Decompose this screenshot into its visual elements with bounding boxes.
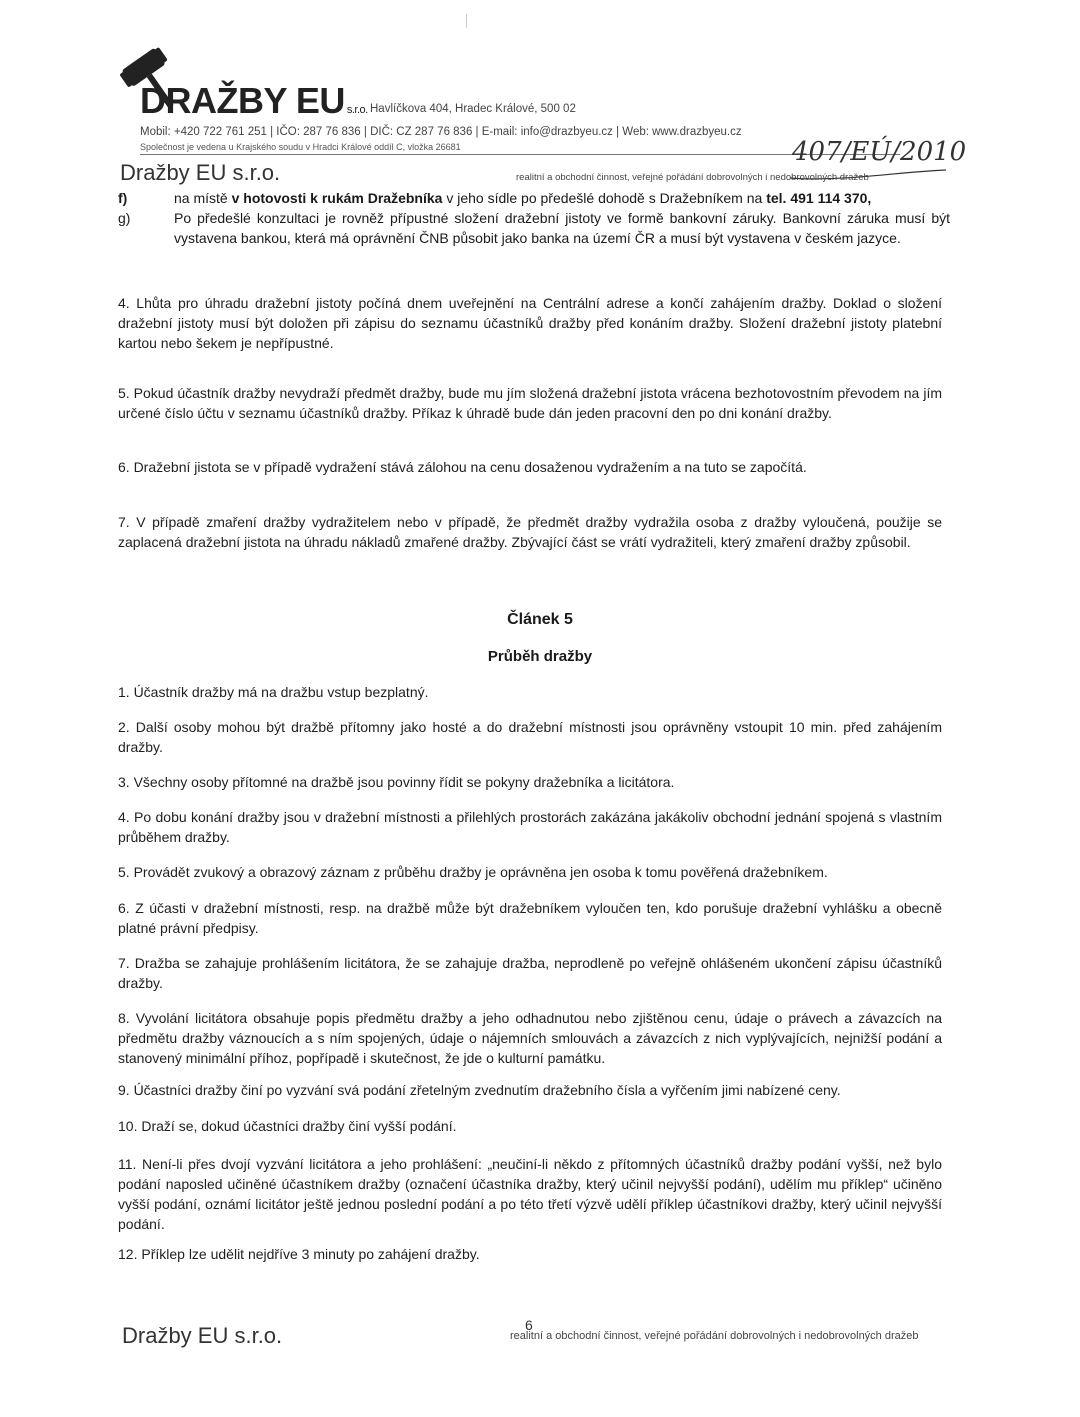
item-f-bold: v hotovosti k rukám Dražebníka bbox=[231, 190, 443, 206]
item-f-phone: tel. 491 114 370, bbox=[766, 190, 872, 206]
scan-artifact bbox=[466, 14, 467, 28]
paragraph: 6. Z účasti v dražební místnosti, resp. na dražbě může být dražebníkem vyloučen ten, kdo porušuje dražební vyhlášku a obecně platné právní předpisy. bbox=[118, 900, 942, 936]
brand-name: DRAŽBY EU bbox=[140, 80, 345, 121]
paragraph: 7. Dražba se zahajuje prohlášením licitátora, že se zahajuje dražba, neprodleně po veřejně ohlášeném ukončení zápisu účastníků dražby. bbox=[118, 955, 942, 991]
item-f-text-b: v jeho sídle po předešlé dohodě s Dražebníkem na bbox=[442, 190, 767, 206]
paragraph: 7. V případě zmaření dražby vydražitelem nebo v případě, že předmět dražby vydražila osoba z dražby vyloučená, použije se zaplacená dražební jistota na úhradu nákladů zmařené dražby. Zbývající část se vrátí vydražiteli, který zmaření dražby způsobil. bbox=[118, 514, 942, 550]
list-item-f bbox=[118, 188, 948, 208]
footer-tagline: realitní a obchodní činnost, veřejné pořádání dobrovolných i nedobrovolných dražeb bbox=[510, 1330, 919, 1342]
paragraph: 3. Všechny osoby přítomné na dražbě jsou povinny řídit se pokyny dražebníka a licitátora. bbox=[118, 774, 675, 790]
company-address: Havlíčkova 404, Hradec Králové, 500 02 bbox=[370, 103, 576, 115]
header-divider bbox=[140, 154, 900, 155]
article-title: Článek 5 bbox=[507, 611, 573, 628]
paragraph: 9. Účastníci dražby činí po vyzvání svá podání zřetelným zvednutím dražebního čísla a vyřčením jimi nabízené ceny. bbox=[118, 1082, 841, 1098]
handwritten-reference-text: 407/EÚ/2010 bbox=[792, 137, 967, 167]
brand-logo-text bbox=[140, 80, 368, 122]
header-company-name: Dražby EU s.r.o. bbox=[120, 160, 281, 185]
company-register-note: Společnost je vedena u Krajského soudu v Hradci Králové oddíl C, vložka 26681 bbox=[140, 142, 461, 152]
paragraph: 11. Není-li přes dvojí vyzvání licitátora a jeho prohlášení: „neučiní-li někdo z přítomných účastníků dražby podání vyšší, než bylo podání naposled učiněné účastníkem dražby (označení účastníka dražby, který učinil nejvyšší podání), udělím mu příklep“ učiněno vyšší podání, oznámí licitátor ještě jednou poslední podání a po této třetí výzvě udělí příklep účastníkovi dražby, který učinil nejvyšší podání. bbox=[118, 1156, 942, 1232]
list-marker: f) bbox=[118, 190, 128, 206]
paragraph: 4. Po dobu konání dražby jsou v dražební místnosti a přilehlých prostorách zakázána jakákoliv obchodní jednání spojená s vlastním průběhem dražby. bbox=[118, 809, 942, 845]
item-f-text-a: na místě bbox=[174, 190, 232, 206]
company-contact: Mobil: +420 722 761 251 | IČO: 287 76 836 | DIČ: CZ 287 76 836 | E-mail: info@drazbyeu.cz | Web: www.drazbyeu.cz bbox=[140, 126, 742, 138]
paragraph: 2. Další osoby mohou být dražbě přítomny jako hosté a do dražební místnosti jsou oprávněny vstoupit 10 min. před zahájením dražby. bbox=[118, 719, 942, 755]
paragraph: 12. Příklep lze udělit nejdříve 3 minuty po zahájení dražby. bbox=[118, 1246, 480, 1262]
article-subtitle: Průběh dražby bbox=[487, 648, 593, 665]
paragraph: 6. Dražební jistota se v případě vydražení stává zálohou na cenu dosaženou vydražením a na tuto se započítá. bbox=[118, 459, 807, 475]
list-marker: g) bbox=[118, 210, 131, 226]
paragraph: 5. Provádět zvukový a obrazový záznam z průběhu dražby je oprávněna jen osoba k tomu pověřená dražebníkem. bbox=[118, 864, 828, 880]
page-number: 6 bbox=[525, 1317, 533, 1333]
brand-suffix: s.r.o. bbox=[346, 104, 368, 116]
item-g-text: Po předešlé konzultaci je rovněž přípustné složení dražební jistoty ve formě bankovní záruky. Bankovní záruka musí být vystavena bankou, která má oprávnění ČNB působit jako banka na území ČR a musí být vystavena v českém jazyce. bbox=[174, 210, 950, 246]
header-tagline: realitní a obchodní činnost, veřejné pořádání dobrovolných i nedobrovolných dražeb bbox=[516, 172, 869, 183]
list-item-g bbox=[118, 208, 950, 248]
paragraph: 8. Vyvolání licitátora obsahuje popis předmětu dražby a jeho odhadnutou nebo zjištěnou cenu, údaje o právech a závazcích na předmětu dražby váznoucích a s ním spojených, údaje o nájemních smlouvách a závazcích z nich vyplývajících, nejnižší podání a stanovený minimální příhoz, popřípadě i skutečnost, že jde o kulturní památku. bbox=[118, 1010, 942, 1066]
paragraph: 5. Pokud účastník dražby nevydraží předmět dražby, bude mu jím složená dražební jistota vrácena bezhotovostním převodem na jím určené číslo účtu v seznamu účastníků dražby. Příkaz k úhradě bude dán jeden pracovní den po dni konání dražby. bbox=[118, 385, 942, 421]
paragraph: 10. Draží se, dokud účastníci dražby činí vyšší podání. bbox=[118, 1118, 457, 1134]
paragraph: 4. Lhůta pro úhradu dražební jistoty počíná dnem uveřejnění na Centrální adrese a končí zahájením dražby. Doklad o složení dražební jistoty musí být doložen při zápisu do seznamu účastníků dražby před konáním dražby. Složení dražební jistoty platební kartou nebo šekem je nepřípustné. bbox=[118, 295, 942, 351]
footer-company-name: Dražby EU s.r.o. bbox=[122, 1323, 283, 1348]
paragraph: 1. Účastník dražby má na dražbu vstup bezplatný. bbox=[118, 684, 429, 700]
